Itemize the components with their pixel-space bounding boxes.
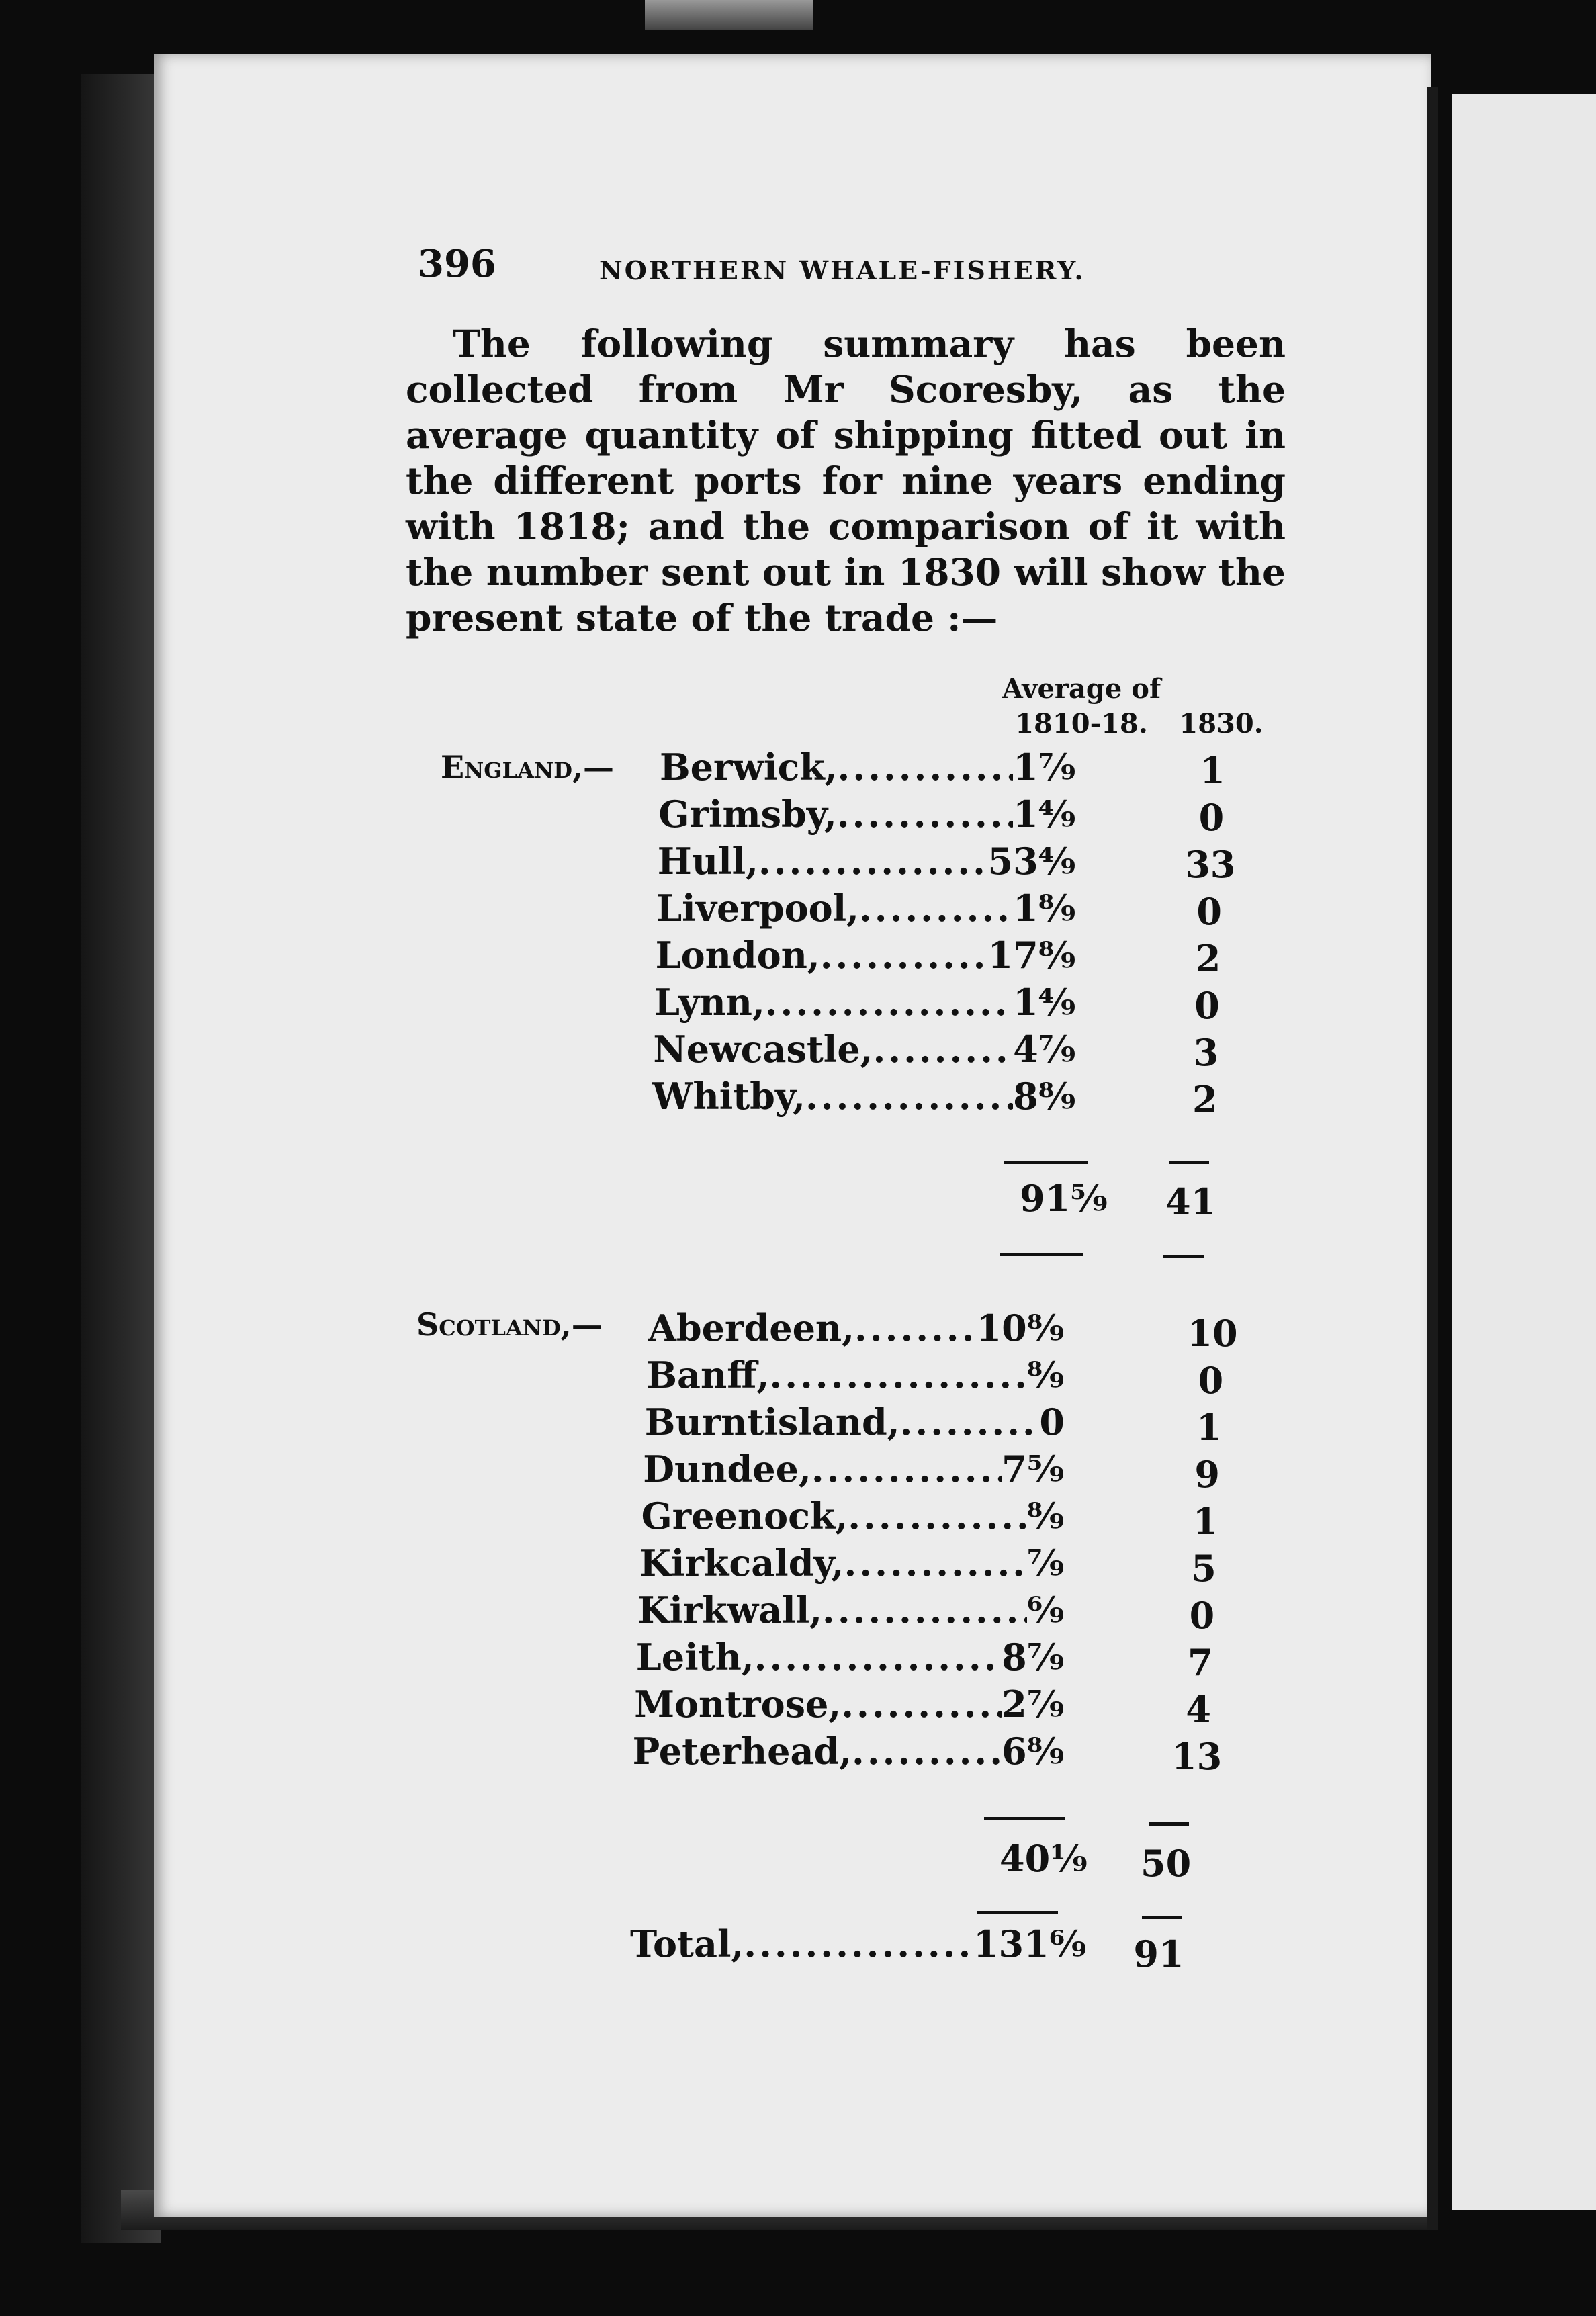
running-title: NORTHERN WHALE-FISHERY.: [599, 255, 1085, 285]
book-top-edge: [645, 0, 813, 30]
leader-dots: [769, 1353, 1026, 1396]
port-name: Dundee,: [643, 1448, 811, 1490]
scotland-subtotal-average: 40¹⁄₉: [1000, 1837, 1088, 1880]
ships-1830: 0: [1189, 1594, 1215, 1637]
table-row: [0, 1636, 1276, 1683]
port-and-average: [648, 1306, 1065, 1349]
average-1810-18: 7⁵⁄₉: [1002, 1448, 1065, 1490]
average-1810-18: 8⁸⁄₉: [1013, 1075, 1076, 1118]
average-1810-18: 2⁷⁄₉: [1002, 1683, 1065, 1726]
average-1810-18: ⁷⁄₉: [1026, 1542, 1065, 1585]
table-row: [0, 1075, 1276, 1122]
intro-paragraph: The following summary has been collected from Mr Scoresby, as the average quantity of shipping fitted out in the different ports for nine years ending with 1818; and the comparison of it with the number sent out in 1830 will show the present state of the trade :—: [406, 322, 1286, 639]
port-name: Montrose,: [634, 1683, 842, 1726]
average-1810-18: 17⁸⁄₉: [987, 934, 1076, 977]
england-1830-rule: [1169, 1161, 1209, 1164]
port-and-average: [637, 1589, 1065, 1632]
scotland-double-rule-1830: [1142, 1916, 1182, 1919]
port-and-average: [641, 1495, 1065, 1538]
port-name: Greenock,: [641, 1495, 848, 1538]
running-head: [418, 235, 1116, 289]
average-1810-18: 0: [1039, 1400, 1065, 1443]
average-1810-18: 10⁸⁄₉: [976, 1306, 1065, 1349]
port-and-average: [633, 1730, 1065, 1773]
table-row: [0, 1306, 1276, 1353]
port-name: Berwick,: [660, 746, 838, 789]
port-and-average: [660, 746, 1076, 789]
ships-1830: 4: [1186, 1688, 1211, 1731]
leader-dots: [822, 1589, 1027, 1632]
table-row: [0, 981, 1276, 1028]
port-and-average: [643, 1448, 1065, 1490]
table-row: [0, 1353, 1276, 1400]
table-row: [0, 840, 1276, 887]
average-1810-18: 1⁸⁄₉: [1013, 887, 1076, 930]
average-1810-18: 1⁷⁄₉: [1013, 746, 1076, 789]
port-name: Liverpool,: [656, 887, 859, 930]
ships-1830: 13: [1171, 1735, 1223, 1778]
port-name: Leith,: [635, 1636, 754, 1679]
book-spine-shadow: [81, 74, 161, 2243]
average-1810-18: ⁸⁄₉: [1026, 1353, 1065, 1396]
leader-dots: [844, 1542, 1026, 1585]
port-and-average: [658, 793, 1076, 836]
leader-dots: [811, 1448, 1002, 1490]
ships-1830: 0: [1198, 1359, 1224, 1402]
port-name: Kirkwall,: [637, 1589, 823, 1632]
leader-dots: [841, 1683, 1002, 1726]
port-and-average: [634, 1683, 1065, 1726]
table-row: [0, 1683, 1276, 1730]
leader-dots: [765, 981, 1013, 1024]
ships-1830: 1: [1192, 1500, 1218, 1543]
port-and-average: [656, 934, 1076, 977]
leader-dots: [900, 1400, 1040, 1443]
leader-dots: [754, 1636, 1002, 1679]
england-subtotal-average: 91⁵⁄₉: [1020, 1177, 1108, 1220]
average-1810-18: 53⁴⁄₉: [987, 840, 1076, 883]
scotland-subtotal-1830: 50: [1141, 1842, 1192, 1885]
port-name: Hull,: [657, 840, 758, 883]
total-1830: 91: [1133, 1932, 1184, 1975]
average-1810-18: 1⁴⁄₉: [1013, 793, 1076, 836]
ships-1830: 10: [1187, 1312, 1238, 1355]
ships-1830: 2: [1192, 1078, 1218, 1121]
leader-dots: [805, 1075, 1013, 1118]
port-and-average: [646, 1353, 1065, 1396]
leader-dots: [859, 887, 1013, 930]
leader-dots: [854, 1306, 977, 1349]
port-name: Newcastle,: [653, 1028, 873, 1071]
ships-1830: 0: [1194, 984, 1220, 1027]
column-header-average-line2: 1810-18.: [1015, 708, 1148, 740]
leader-dots: [758, 840, 988, 883]
port-name: Peterhead,: [632, 1730, 852, 1773]
average-1810-18: ⁸⁄₉: [1026, 1495, 1065, 1538]
port-name: London,: [655, 934, 820, 977]
average-1810-18: 1⁴⁄₉: [1013, 981, 1076, 1024]
average-1810-18: 8⁷⁄₉: [1002, 1636, 1065, 1679]
leader-dots: [848, 1495, 1026, 1538]
average-1810-18: 4⁷⁄₉: [1013, 1028, 1076, 1071]
port-and-average: [656, 887, 1076, 930]
port-and-average: [658, 840, 1076, 883]
leader-dots: [820, 934, 988, 977]
port-name: Lynn,: [654, 981, 765, 1024]
leader-dots: [837, 793, 1013, 836]
average-1810-18: ⁶⁄₉: [1026, 1589, 1065, 1632]
table-row: [0, 1400, 1276, 1448]
page-gutter: [1427, 87, 1438, 2230]
ships-1830: 9: [1194, 1453, 1220, 1496]
england-double-rule-1830: [1163, 1255, 1204, 1258]
region-label-scotland: Scotland,—: [416, 1306, 603, 1343]
england-double-rule-avg: [1000, 1253, 1083, 1256]
port-and-average: [639, 1542, 1065, 1585]
leader-dots: [873, 1028, 1013, 1071]
table-row: [0, 1730, 1276, 1777]
total-row: [630, 1922, 1087, 1965]
port-name: Aberdeen,: [648, 1306, 854, 1349]
table-row: [0, 887, 1276, 934]
ships-1830: 7: [1188, 1641, 1213, 1684]
table-row: [0, 1495, 1276, 1542]
ships-1830: 0: [1198, 796, 1225, 839]
table-row: [0, 934, 1276, 981]
port-name: Burntisland,: [644, 1400, 900, 1443]
column-header-average-line1: Average of: [1002, 673, 1161, 705]
scotland-double-rule-avg: [977, 1911, 1058, 1914]
port-and-average: [645, 1400, 1065, 1443]
port-name: Banff,: [646, 1353, 770, 1396]
facing-page-edge: [1452, 94, 1596, 2210]
table-row: [0, 1028, 1276, 1075]
port-name: Whitby,: [652, 1075, 805, 1118]
ships-1830: 1: [1200, 749, 1225, 792]
ships-1830: 0: [1196, 890, 1222, 933]
england-avg-rule: [1004, 1161, 1088, 1164]
port-and-average: [636, 1636, 1065, 1679]
table-row: [0, 1448, 1276, 1495]
ships-1830: 1: [1196, 1406, 1222, 1449]
total-leader-dots: [744, 1922, 973, 1965]
column-header-average: [987, 672, 1176, 742]
scotland-1830-rule: [1149, 1822, 1189, 1826]
region-label-england: England,—: [441, 749, 614, 785]
table-row: [0, 1542, 1276, 1589]
column-header-1830: 1830.: [1179, 708, 1264, 740]
leader-dots: [838, 746, 1014, 789]
ships-1830: 33: [1185, 843, 1236, 886]
port-name: Kirkcaldy,: [639, 1542, 844, 1585]
page-number: 396: [418, 242, 496, 286]
england-subtotal-1830: 41: [1165, 1180, 1216, 1223]
ships-1830: 2: [1195, 937, 1221, 980]
ships-1830: 3: [1193, 1031, 1219, 1074]
port-and-average: [652, 1075, 1076, 1118]
table-row: [0, 1589, 1276, 1636]
table-row: [0, 793, 1276, 840]
leader-dots: [852, 1730, 1002, 1773]
total-average: 131⁶⁄₉: [973, 1922, 1087, 1965]
average-1810-18: 6⁸⁄₉: [1002, 1730, 1065, 1773]
port-and-average: [654, 981, 1076, 1024]
port-name: Grimsby,: [658, 793, 837, 836]
port-and-average: [653, 1028, 1076, 1071]
scotland-avg-rule: [984, 1817, 1065, 1820]
ships-1830: 5: [1191, 1547, 1216, 1590]
table-row: [0, 746, 1276, 793]
total-label: Total,: [630, 1922, 744, 1965]
